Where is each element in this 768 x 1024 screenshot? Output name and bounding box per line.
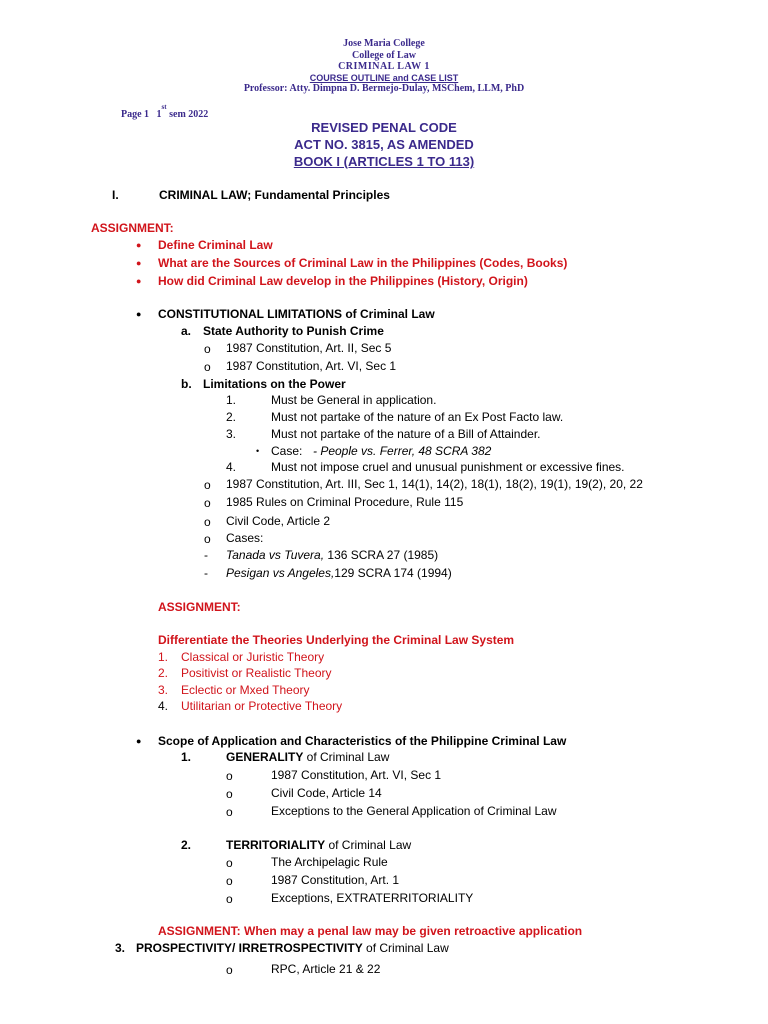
assignment-question: When may a penal law may be given retroactive application bbox=[240, 924, 583, 938]
case-citation: - People vs. Ferrer, 48 SCRA 382 bbox=[313, 444, 492, 458]
professor-line: Professor: Atty. Dimpna D. Bermejo-Dulay, MSChem, LLM, PhD bbox=[243, 83, 525, 94]
limitation-number: 1. bbox=[226, 393, 237, 407]
subsection-label: b. bbox=[181, 377, 192, 391]
reference-item: Exceptions, EXTRATERRITORIALITY bbox=[271, 891, 474, 905]
circle-bullet-icon: o bbox=[226, 805, 233, 819]
bullet-icon: ● bbox=[136, 736, 142, 746]
theory-number: 3. bbox=[158, 683, 169, 697]
limitation-number: 3. bbox=[226, 427, 237, 441]
assignment-item: Define Criminal Law bbox=[158, 238, 273, 252]
subsection-label: a. bbox=[181, 324, 192, 338]
scope-title: Scope of Application and Characteristics of the Philippine Criminal Law bbox=[158, 734, 567, 748]
limitation-text: Must not impose cruel and unusual punishment or excessive fines. bbox=[271, 460, 625, 474]
assignment-item: How did Criminal Law develop in the Philippines (History, Origin) bbox=[158, 274, 528, 288]
reference-item: Exceptions to the General Application of Criminal Law bbox=[271, 804, 557, 818]
course-outline-label: COURSE OUTLINE and CASE LIST bbox=[309, 73, 459, 83]
constitutional-title: CONSTITUTIONAL LIMITATIONS of Criminal Law bbox=[158, 307, 435, 321]
assignment-item: What are the Sources of Criminal Law in the Philippines (Codes, Books) bbox=[158, 256, 568, 270]
subsection-title: State Authority to Punish Crime bbox=[203, 324, 384, 338]
case-reference: 129 SCRA 174 (1994) bbox=[334, 566, 452, 580]
circle-bullet-icon: o bbox=[204, 532, 211, 546]
reference-item: Cases: bbox=[226, 531, 264, 545]
limitation-text: Must not partake of the nature of an Ex Post Facto law. bbox=[271, 410, 564, 424]
theory-number: 2. bbox=[158, 666, 169, 680]
section-title: CRIMINAL LAW; Fundamental Principles bbox=[159, 188, 390, 202]
school-name: College of Law bbox=[352, 50, 416, 61]
circle-bullet-icon: o bbox=[226, 769, 233, 783]
characteristic-name: TERRITORIALITY bbox=[226, 838, 326, 852]
characteristic-suffix: of Criminal Law bbox=[325, 838, 412, 852]
reference-item: 1987 Constitution, Art. 1 bbox=[271, 873, 400, 887]
course-name: CRIMINAL LAW 1 bbox=[338, 61, 430, 72]
theory-number: 4. bbox=[158, 699, 169, 713]
case-label: Case: bbox=[271, 444, 303, 458]
circle-bullet-icon: o bbox=[226, 787, 233, 801]
reference-item: RPC, Article 21 & 22 bbox=[271, 962, 381, 976]
circle-bullet-icon: o bbox=[226, 892, 233, 906]
bullet-icon: ● bbox=[136, 258, 142, 268]
circle-bullet-icon: o bbox=[226, 874, 233, 888]
characteristic-name: PROSPECTIVITY/ IRRETROSPECTIVITY bbox=[136, 941, 363, 955]
retroactive-assignment bbox=[158, 924, 582, 939]
dash-bullet-icon: - bbox=[204, 548, 208, 562]
characteristic-title bbox=[226, 838, 411, 853]
dash-bullet-icon: - bbox=[204, 566, 208, 580]
reference-item: 1987 Constitution, Art. VI, Sec 1 bbox=[271, 768, 442, 782]
doc-subtitle: ACT NO. 3815, AS AMENDED bbox=[294, 137, 474, 152]
circle-bullet-icon: o bbox=[204, 342, 211, 356]
assignment-heading: Differentiate the Theories Underlying the Criminal Law System bbox=[158, 633, 515, 647]
college-name: Jose Maria College bbox=[343, 38, 425, 49]
characteristic-suffix: of Criminal Law bbox=[303, 750, 390, 764]
semester-suffix: st bbox=[161, 103, 167, 111]
reference-item: 1987 Constitution, Art. VI, Sec 1 bbox=[226, 359, 397, 373]
characteristic-number: 2. bbox=[181, 838, 192, 852]
characteristic-number: 3. bbox=[115, 941, 126, 955]
bullet-icon: • bbox=[256, 446, 260, 456]
circle-bullet-icon: o bbox=[204, 478, 211, 492]
case-reference: 136 SCRA 27 (1985) bbox=[324, 548, 439, 562]
limitation-text: Must not partake of the nature of a Bill of Attainder. bbox=[271, 427, 541, 441]
doc-title: REVISED PENAL CODE bbox=[311, 120, 457, 135]
bullet-icon: ● bbox=[136, 276, 142, 286]
semester-year: sem 2022 bbox=[166, 109, 209, 120]
bullet-icon: ● bbox=[136, 240, 142, 250]
subsection-title: Limitations on the Power bbox=[203, 377, 346, 391]
doc-book: BOOK I (ARTICLES 1 TO 113) bbox=[293, 154, 475, 169]
semester-number: 1 bbox=[156, 109, 162, 120]
theory-text: Classical or Juristic Theory bbox=[181, 650, 325, 664]
case-name: Tanada vs Tuvera, bbox=[226, 548, 325, 562]
reference-item: 1985 Rules on Criminal Procedure, Rule 115 bbox=[226, 495, 464, 509]
circle-bullet-icon: o bbox=[204, 496, 211, 510]
reference-item: Civil Code, Article 2 bbox=[226, 514, 331, 528]
reference-item: 1987 Constitution, Art. II, Sec 5 bbox=[226, 341, 392, 355]
case-item bbox=[226, 548, 438, 563]
assignment-label: ASSIGNMENT: bbox=[91, 221, 174, 235]
characteristic-suffix: of Criminal Law bbox=[362, 941, 449, 955]
circle-bullet-icon: o bbox=[204, 360, 211, 374]
theory-text: Utilitarian or Protective Theory bbox=[181, 699, 343, 713]
reference-item: Civil Code, Article 14 bbox=[271, 786, 382, 800]
characteristic-name: GENERALITY bbox=[226, 750, 304, 764]
characteristic-title bbox=[226, 750, 389, 765]
case-name: Pesigan vs Angeles, bbox=[226, 566, 335, 580]
theory-text: Eclectic or Mxed Theory bbox=[181, 683, 310, 697]
theory-text: Positivist or Realistic Theory bbox=[181, 666, 332, 680]
section-number: I. bbox=[112, 188, 119, 202]
assignment-label: ASSIGNMENT: bbox=[158, 600, 241, 614]
reference-item: The Archipelagic Rule bbox=[271, 855, 388, 869]
assignment-label: ASSIGNMENT: bbox=[158, 924, 241, 938]
circle-bullet-icon: o bbox=[226, 856, 233, 870]
limitation-text: Must be General in application. bbox=[271, 393, 437, 407]
circle-bullet-icon: o bbox=[226, 963, 233, 977]
limitation-number: 4. bbox=[226, 460, 237, 474]
case-item bbox=[226, 566, 452, 581]
reference-item: 1987 Constitution, Art. III, Sec 1, 14(1), 14(2), 18(1), 18(2), 19(1), 19(2), 20, 22 bbox=[226, 477, 643, 491]
limitation-number: 2. bbox=[226, 410, 237, 424]
theory-number: 1. bbox=[158, 650, 169, 664]
circle-bullet-icon: o bbox=[204, 515, 211, 529]
page-number: Page 1 bbox=[121, 109, 150, 120]
bullet-icon: ● bbox=[136, 309, 142, 319]
characteristic-title bbox=[136, 941, 449, 956]
characteristic-number: 1. bbox=[181, 750, 192, 764]
